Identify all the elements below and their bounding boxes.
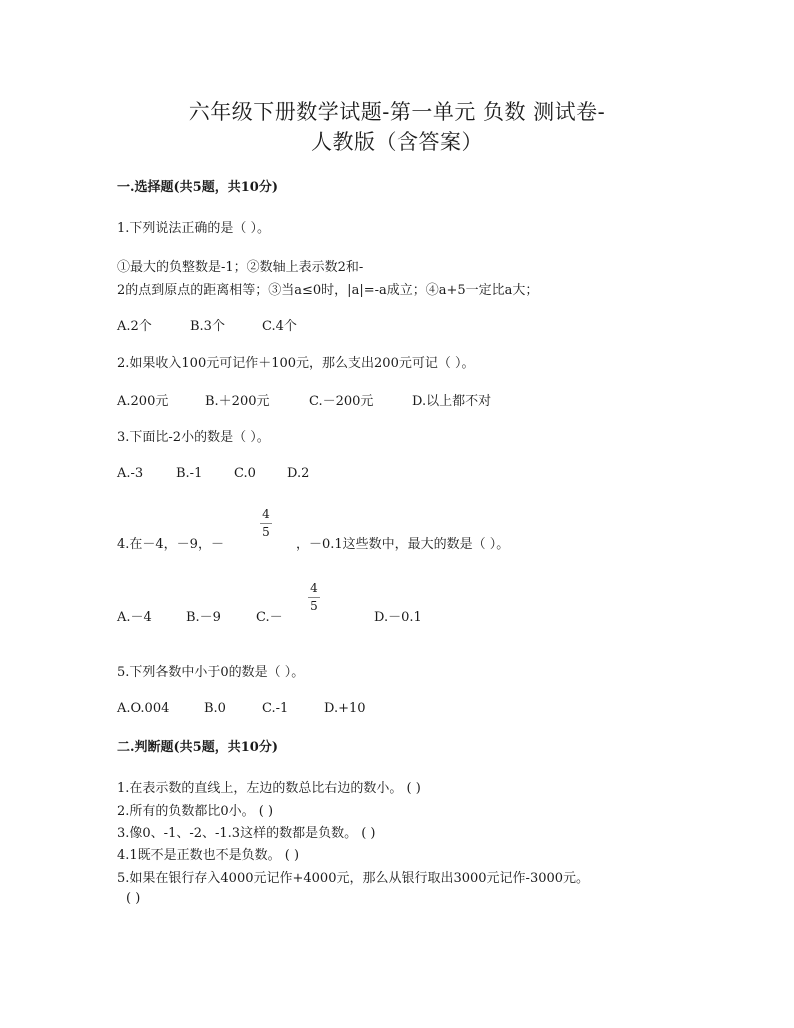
q5-option-a: A.O.004 — [117, 701, 170, 716]
q3-option-a: A.-3 — [117, 466, 144, 481]
tf-item-3: 3.像0、-1、-2、-1.3这样的数都是负数。 ( ) — [117, 826, 376, 841]
tf-item-5-answer-blank: ( ) — [126, 891, 141, 906]
q2-option-d: D.以上都不对 — [412, 394, 492, 409]
tf-item-1: 1.在表示数的直线上，左边的数总比右边的数小。 ( ) — [117, 781, 421, 796]
q4-stem-fraction-numerator: 4 — [262, 507, 270, 521]
q4-option-a: A.－4 — [117, 610, 152, 625]
q4-option-b: B.－9 — [186, 610, 221, 625]
section2-heading: 二.判断题(共5题，共10分) — [117, 740, 278, 755]
q3-option-c: C.0 — [234, 466, 256, 481]
q4-option-fraction-denominator: 5 — [310, 599, 318, 613]
q4-option-fraction-bar — [308, 597, 320, 598]
q1-statements-line1: ①最大的负整数是-1；②数轴上表示数2和- — [117, 260, 364, 275]
q1-option-b: B.3个 — [190, 319, 225, 334]
doc-title-line1: 六年级下册数学试题-第一单元 负数 测试卷- — [188, 100, 606, 124]
q4-stem-part1: 4.在－4，－9，－ — [117, 537, 224, 552]
q3-stem: 3.下面比-2小的数是（ ）。 — [117, 430, 270, 445]
q1-option-a: A.2个 — [117, 319, 152, 334]
q2-stem: 2.如果收入100元可记作＋100元，那么支出200元可记（ ）。 — [117, 356, 475, 371]
q1-stem: 1.下列说法正确的是（ ）。 — [117, 221, 271, 236]
q5-option-d: D.+10 — [324, 701, 366, 716]
q4-option-d: D.－0.1 — [374, 610, 422, 625]
q3-option-d: D.2 — [287, 466, 310, 481]
q1-statements-line2: 2的点到原点的距离相等；③当a≤0时，|a|=-a成立；④a+5一定比a大； — [117, 283, 539, 298]
q4-stem-fraction-bar — [260, 523, 272, 524]
q4-option-fraction-numerator: 4 — [310, 581, 318, 595]
q3-option-b: B.-1 — [176, 466, 203, 481]
section1-heading: 一.选择题(共5题，共10分) — [117, 180, 278, 195]
q4-stem-part2: ，－0.1这些数中，最大的数是（ ）。 — [296, 537, 510, 552]
q2-option-a: A.200元 — [117, 394, 169, 409]
q1-option-c: C.4个 — [262, 319, 297, 334]
tf-item-2: 2.所有的负数都比0小。 ( ) — [117, 804, 274, 819]
q5-option-b: B.0 — [204, 701, 226, 716]
q4-stem-fraction — [259, 508, 273, 539]
q4-stem-fraction-denominator: 5 — [262, 525, 270, 539]
q4-option-c: C.－ — [256, 610, 283, 625]
tf-item-4: 4.1既不是正数也不是负数。 ( ) — [117, 848, 300, 863]
q5-stem: 5.下列各数中小于0的数是（ ）。 — [117, 665, 305, 680]
q4-option-c-fraction — [307, 582, 321, 613]
q2-option-c: C.－200元 — [309, 394, 374, 409]
q5-option-c: C.-1 — [262, 701, 289, 716]
doc-title-line2: 人教版（含答案） — [311, 130, 483, 154]
q2-option-b: B.＋200元 — [205, 394, 270, 409]
tf-item-5: 5.如果在银行存入4000元记作+4000元，那么从银行取出3000元记作-3000元。 — [117, 871, 590, 886]
